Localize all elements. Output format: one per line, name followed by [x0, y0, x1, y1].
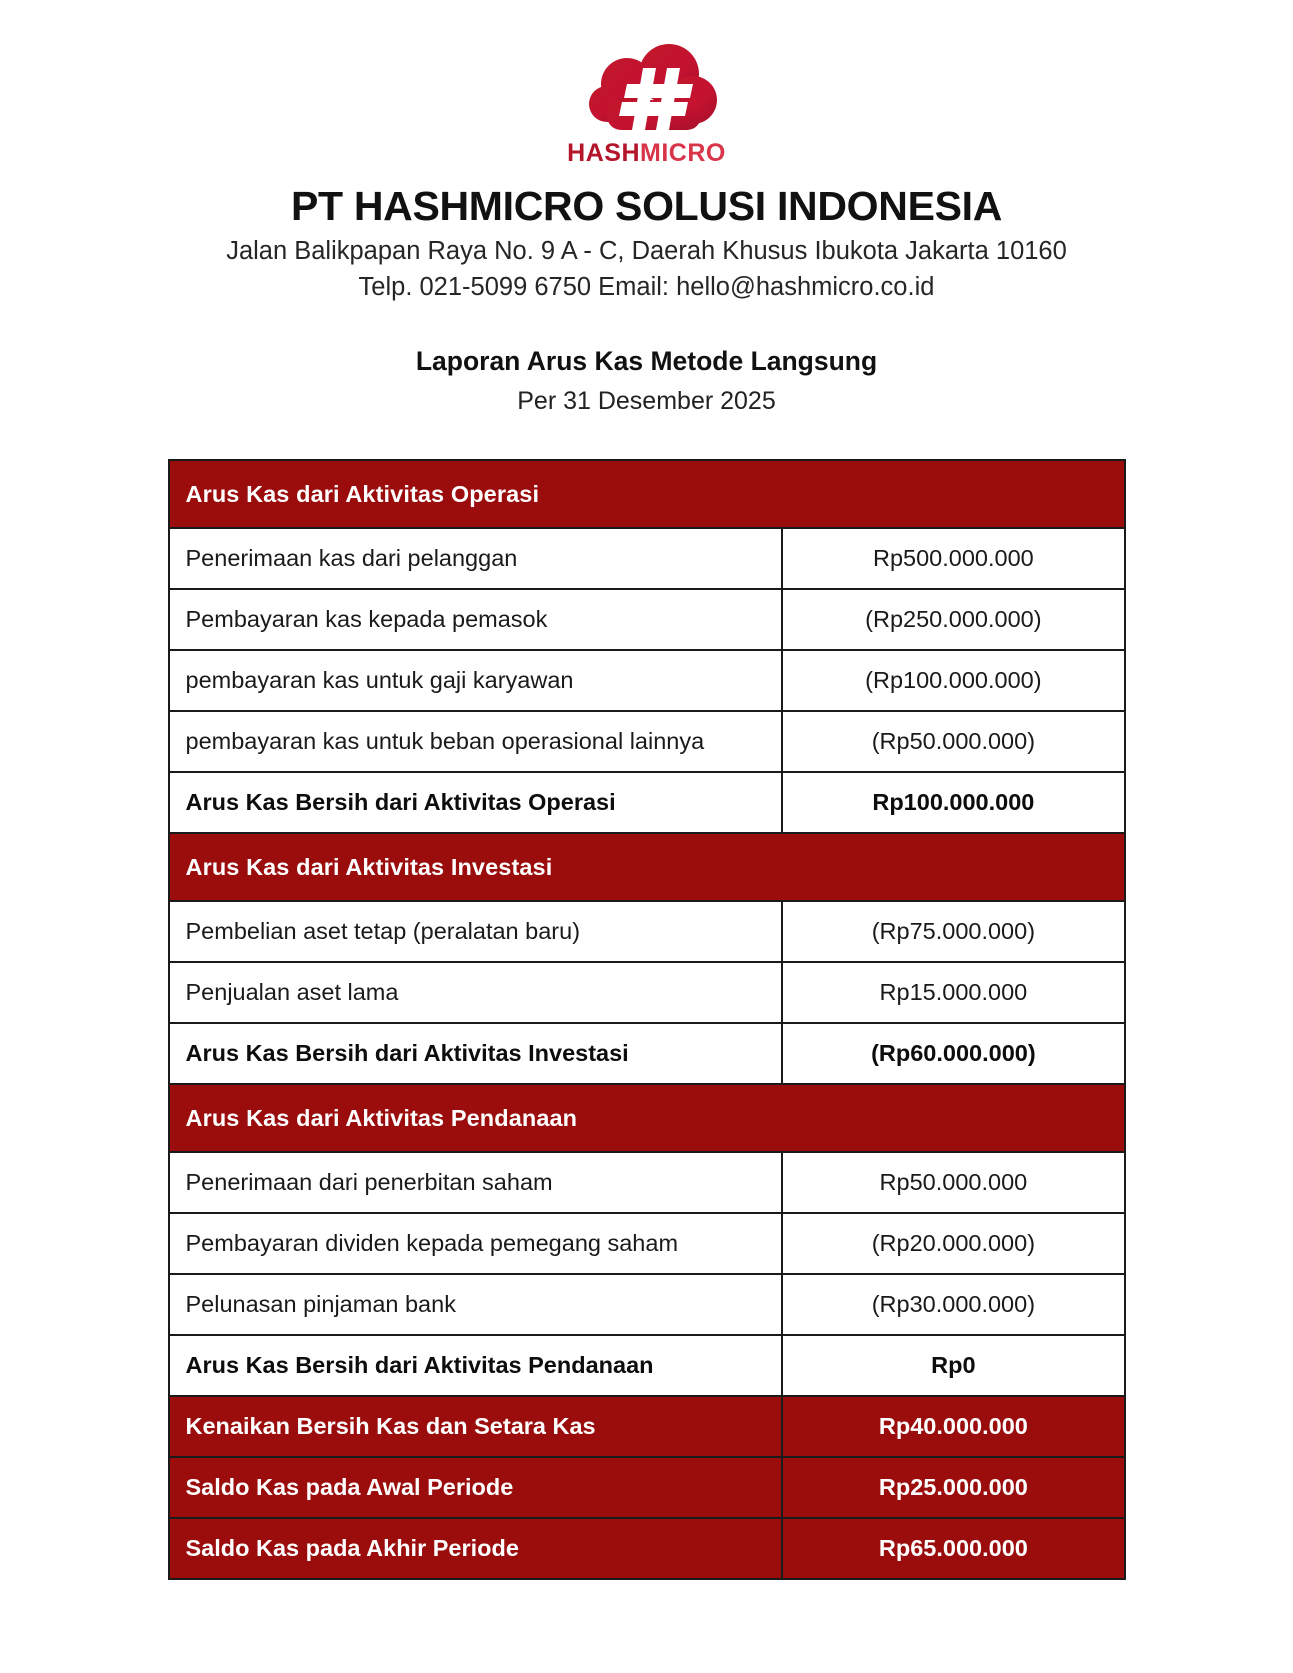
subtotal-row: [169, 772, 1125, 833]
row-amount: Rp50.000.000: [782, 1152, 1124, 1213]
row-amount: Rp15.000.000: [782, 962, 1124, 1023]
row-label: Penerimaan kas dari pelanggan: [169, 528, 783, 589]
table-row: [169, 1213, 1125, 1274]
letterhead: [0, 0, 1293, 416]
company-address: Jalan Balikpapan Raya No. 9 A - C, Daerah Khusus Ibukota Jakarta 10160: [226, 236, 1067, 265]
row-label: pembayaran kas untuk gaji karyawan: [169, 650, 783, 711]
table-row: [169, 1274, 1125, 1335]
table-row: [169, 1152, 1125, 1213]
section-header-label: Arus Kas dari Aktivitas Operasi: [169, 460, 1125, 528]
cashflow-table-body: [169, 460, 1125, 1579]
row-label: Pembelian aset tetap (peralatan baru): [169, 901, 783, 962]
company-logo: [557, 44, 737, 167]
row-amount: Rp100.000.000: [782, 772, 1124, 833]
row-label: Penjualan aset lama: [169, 962, 783, 1023]
report-period: Per 31 Desember 2025: [517, 387, 776, 416]
row-amount: (Rp60.000.000): [782, 1023, 1124, 1084]
section-header-row: [169, 1084, 1125, 1152]
table-row: [169, 711, 1125, 772]
table-row: [169, 962, 1125, 1023]
row-amount: Rp25.000.000: [782, 1457, 1124, 1518]
row-amount: (Rp250.000.000): [782, 589, 1124, 650]
row-label: Arus Kas Bersih dari Aktivitas Operasi: [169, 772, 783, 833]
section-header-row: [169, 460, 1125, 528]
row-amount: (Rp20.000.000): [782, 1213, 1124, 1274]
section-header-label: Arus Kas dari Aktivitas Investasi: [169, 833, 1125, 901]
summary-row: [169, 1396, 1125, 1457]
table-row: [169, 650, 1125, 711]
row-amount: Rp65.000.000: [782, 1518, 1124, 1579]
row-amount: (Rp100.000.000): [782, 650, 1124, 711]
row-label: pembayaran kas untuk beban operasional lainnya: [169, 711, 783, 772]
row-label: Pelunasan pinjaman bank: [169, 1274, 783, 1335]
row-amount: (Rp75.000.000): [782, 901, 1124, 962]
summary-row: [169, 1457, 1125, 1518]
logo-wordmark-hash: HASH: [567, 139, 640, 167]
cashflow-statement-table: [168, 459, 1126, 1580]
company-name: PT HASHMICRO SOLUSI INDONESIA: [290, 183, 1003, 229]
table-row: [169, 901, 1125, 962]
company-contact: Telp. 021-5099 6750 Email: hello@hashmicro.co.id: [358, 272, 935, 301]
row-label: Arus Kas Bersih dari Aktivitas Investasi: [169, 1023, 783, 1084]
subtotal-row: [169, 1023, 1125, 1084]
table-row: [169, 528, 1125, 589]
row-label: Pembayaran dividen kepada pemegang saham: [169, 1213, 783, 1274]
row-label: Pembayaran kas kepada pemasok: [169, 589, 783, 650]
row-label: Kenaikan Bersih Kas dan Setara Kas: [169, 1396, 783, 1457]
hashmicro-cloud-hash-icon: [557, 44, 737, 140]
row-amount: Rp0: [782, 1335, 1124, 1396]
row-label: Penerimaan dari penerbitan saham: [169, 1152, 783, 1213]
subtotal-row: [169, 1335, 1125, 1396]
logo-wordmark-micro: MICRO: [640, 139, 726, 167]
row-amount: (Rp30.000.000): [782, 1274, 1124, 1335]
row-amount: (Rp50.000.000): [782, 711, 1124, 772]
logo-wordmark: [557, 141, 737, 166]
row-label: Saldo Kas pada Akhir Periode: [169, 1518, 783, 1579]
cashflow-table-container: [168, 459, 1126, 1580]
row-label: Saldo Kas pada Awal Periode: [169, 1457, 783, 1518]
section-header-label: Arus Kas dari Aktivitas Pendanaan: [169, 1084, 1125, 1152]
table-row: [169, 589, 1125, 650]
row-amount: Rp500.000.000: [782, 528, 1124, 589]
row-label: Arus Kas Bersih dari Aktivitas Pendanaan: [169, 1335, 783, 1396]
summary-row: [169, 1518, 1125, 1579]
report-title: Laporan Arus Kas Metode Langsung: [415, 346, 878, 377]
section-header-row: [169, 833, 1125, 901]
row-amount: Rp40.000.000: [782, 1396, 1124, 1457]
